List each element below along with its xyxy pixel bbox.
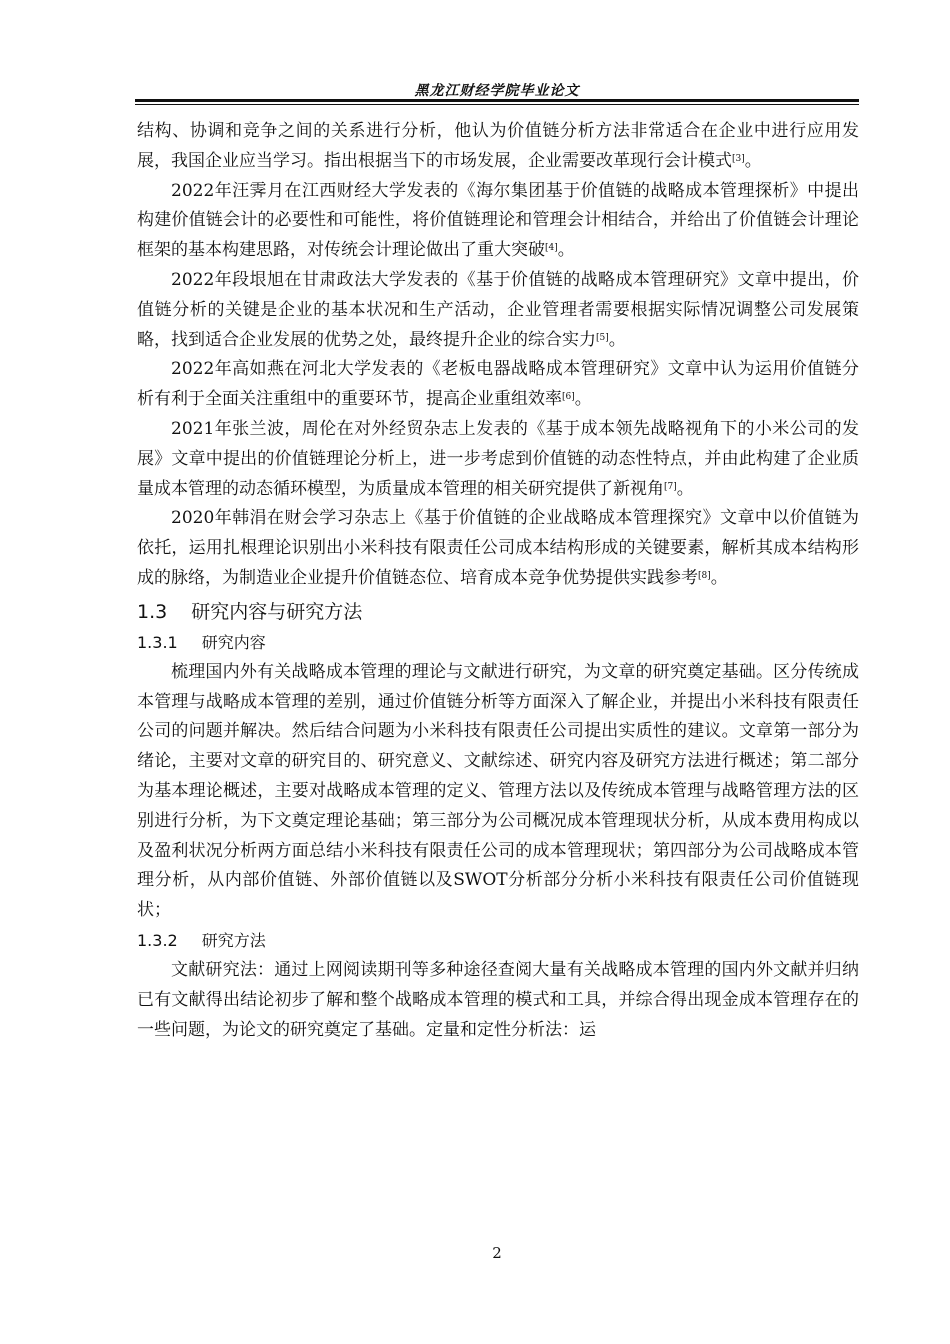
section-number: 1.3 [137, 600, 168, 623]
citation-6[interactable]: [6] [562, 392, 575, 403]
subsection-title: 研究方法 [201, 930, 266, 950]
paragraph-5: 2021年张兰波，周伦在对外经贸杂志上发表的《基于成本领先战略视角下的小米公司的发展》文章中提出的价值链理论分析上，进一步考虑到价值链的动态性特点，并由此构建了企业质量成本管理的动态循环模型，为质量成本管理的相关研究提供了新视角[7]。 [137, 418, 859, 499]
research-method-paragraph: 文献研究法：通过上网阅读期刊等多种途径查阅大量有关战略成本管理的国内外文献并归纳已有文献得出结论初步了解和整个战略成本管理的模式和工具，并综合得出现金成本管理存在的一些问题，为论文的研究奠定了基础。定量和定性分析法：运 [137, 959, 859, 1040]
subsection-number: 1.3.2 [137, 930, 178, 950]
header-rule-thin [135, 104, 859, 105]
citation-5[interactable]: [5] [596, 332, 609, 343]
subsection-title: 研究内容 [201, 632, 266, 652]
paragraph-6: 2020年韩涓在财会学习杂志上《基于价值链的企业战略成本管理探究》文章中以价值链为依托，运用扎根理论识别出小米科技有限责任公司成本结构形成的关键要素，解析其成本结构形成的脉络，为制造业企业提升价值链态位、培育成本竞争优势提供实践参考[8]。 [137, 508, 859, 588]
paragraph-1: 结构、协调和竞争之间的关系进行分析，他认为价值链分析方法非常适合在企业中进行应用发展，我国企业应当学习。指出根据当下的市场发展，企业需要改革现行会计模式[3]。 [137, 121, 859, 171]
section-title: 研究内容与研究方法 [191, 600, 363, 623]
citation-4[interactable]: [4] [545, 243, 558, 254]
citation-8[interactable]: [8] [698, 570, 711, 581]
paragraph-2: 2022年汪霁月在江西财经大学发表的《海尔集团基于价值链的战略成本管理探析》中提出构建价值链会计的必要性和可能性，将价值链理论和管理会计相结合，并给出了价值链会计理论框架的基本构建思路，对传统会计理论做出了重大突破[4]。 [137, 180, 859, 261]
page-body [137, 117, 859, 1045]
page-header: 黑龙江财经学院毕业论文 [414, 83, 580, 99]
subsection-number: 1.3.1 [137, 632, 178, 652]
citation-7[interactable]: [7] [664, 481, 677, 492]
section-heading-1-3-2 [137, 926, 859, 956]
header-rule-thick [135, 99, 859, 102]
paragraph-3: 2022年段垠旭在甘肃政法大学发表的《基于价值链的战略成本管理研究》文章中提出，价值链分析的关键是企业的基本状况和生产活动，企业管理者需要根据实际情况调整公司发展策略，找到适合企业发展的优势之处，最终提升企业的综合实力[5]。 [137, 269, 859, 350]
citation-3[interactable]: [3] [732, 153, 745, 164]
paragraph-4: 2022年高如燕在河北大学发表的《老板电器战略成本管理研究》文章中认为运用价值链分析有利于全面关注重组中的重要环节，提高企业重组效率[6]。 [137, 359, 859, 410]
page-number: 2 [492, 1244, 502, 1262]
research-content-paragraph: 梳理国内外有关战略成本管理的理论与文献进行研究，为文章的研究奠定基础。区分传统成本管理与战略成本管理的差别，通过价值链分析等方面深入了解企业，并提出小米科技有限责任公司的问题并解决。然后结合问题为小米科技有限责任公司提出实质性的建议。文章第一部分为绪论，主要对文章的研究目的、研究意义、文献综述、研究内容及研究方法进行概述；第二部分为基本理论概述，主要对战略成本管理的定义、管理方法以及传统成本管理与战略管理方法的区别进行分析，为下文奠定理论基础；第三部分为公司概况成本管理现状分析，从成本费用构成以及盈利状况分析两方面总结小米科技有限责任公司的成本管理现状；第四部分为公司战略成本管理分析，从内部价值链、外部价值链以及SWOT分析部分分析小米科技有限责任公司价值链现状； [137, 661, 859, 921]
section-heading-1-3-1 [137, 628, 859, 658]
section-heading-1-3 [137, 596, 859, 628]
